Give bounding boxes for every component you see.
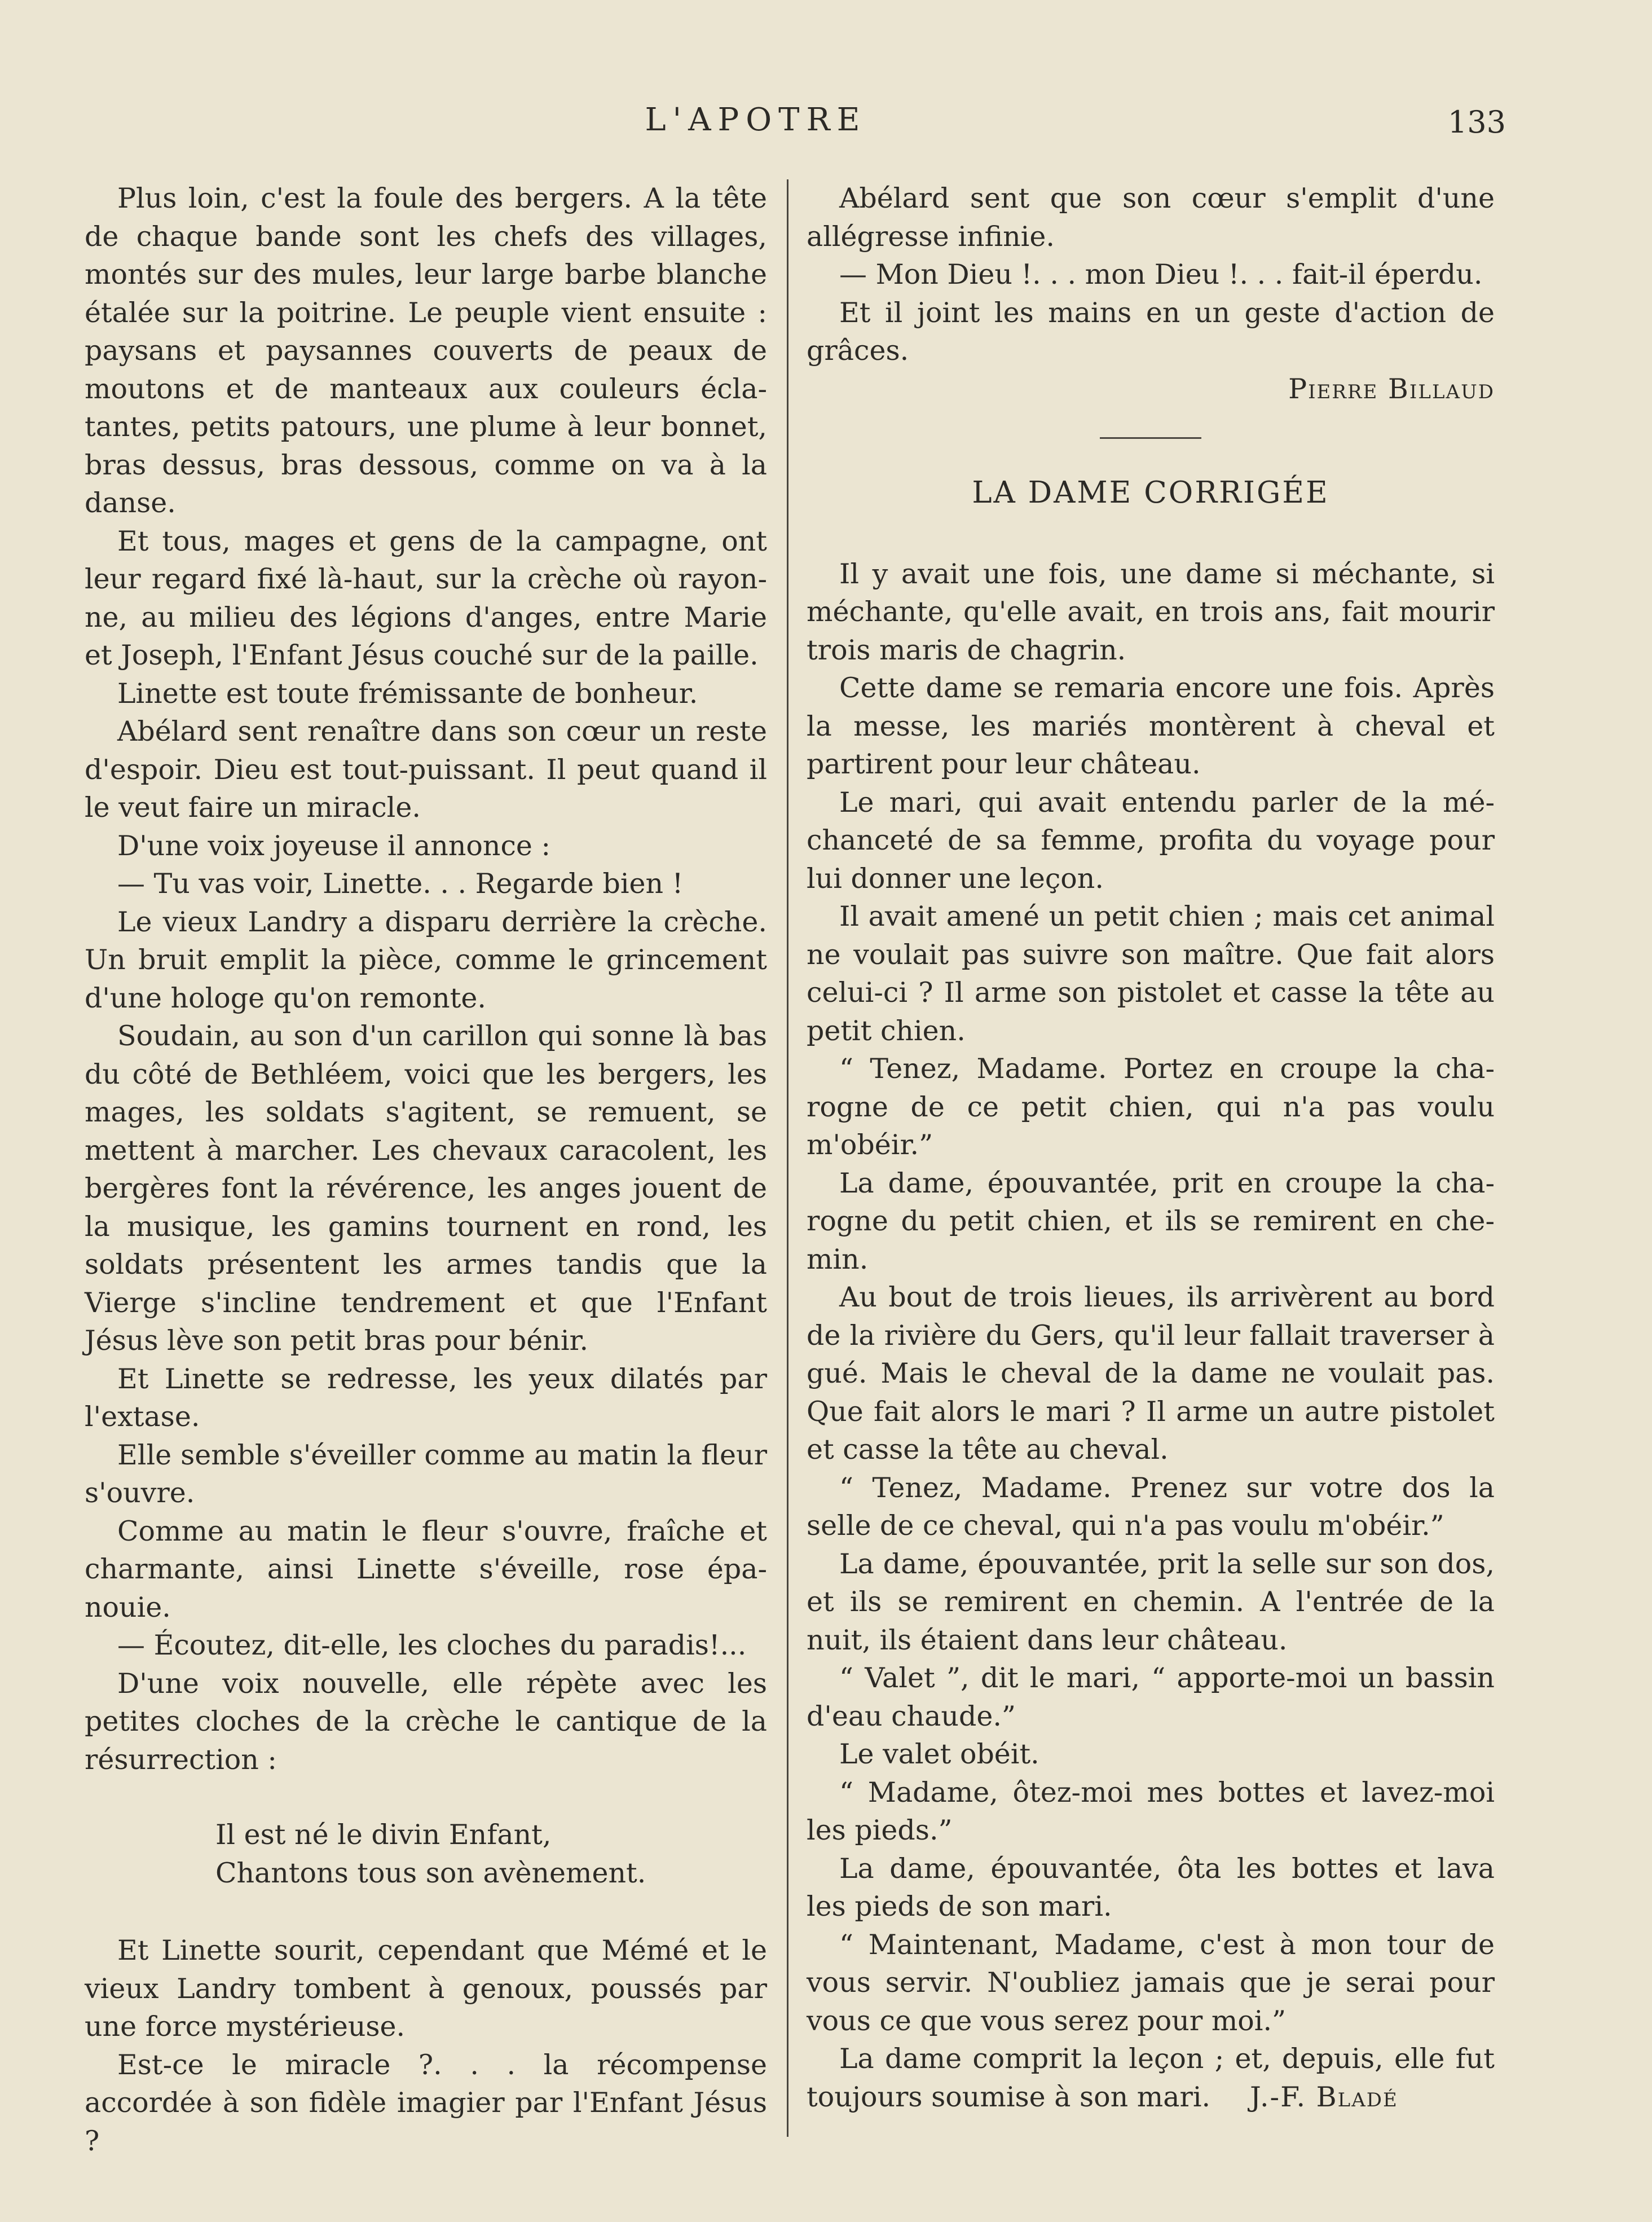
author-signature xyxy=(807,370,1495,408)
paragraph: La dame, épouvantée, prit en croupe la charogne du petit chien, et ils se remirent en chemin. xyxy=(807,1167,1495,1275)
page-number: 133 xyxy=(1447,104,1506,140)
paragraph: Abélard sent que son cœur s'emplit d'une allégresse infinie. xyxy=(807,182,1495,253)
paragraph: — Tu vas voir, Linette. . . Regarde bien ! xyxy=(117,868,684,900)
paragraph: La dame, épouvantée, prit la selle sur son dos, et ils se remirent en chemin. A l'entrée de la nuit, ils étaient dans leur château. xyxy=(807,1547,1495,1656)
paragraph-text: La dame comprit la leçon ; et, depuis, elle fut toujours soumise à son mari. xyxy=(807,2043,1495,2113)
paragraph: “ Madame, ôtez-moi mes bottes et lavez-moi les pieds.” xyxy=(807,1776,1495,1846)
paragraph: Le mari, qui avait entendu parler de la méchanceté de sa femme, profita du voyage pour lui donner une leçon. xyxy=(807,786,1495,895)
right-column xyxy=(807,179,1495,2116)
paragraph: Le valet obéit. xyxy=(839,1738,1039,1770)
final-paragraph xyxy=(807,2040,1495,2116)
paragraph: Cette dame se remaria encore une fois. Après la messe, les mariés montèrent à cheval et partirent pour leur château. xyxy=(807,672,1495,780)
paragraph: “ Tenez, Madame. Prenez sur votre dos la selle de ce cheval, qui n'a pas voulu m'obéir.” xyxy=(807,1471,1495,1542)
paragraph: Soudain, au son d'un carillon qui sonne là bas du côté de Bethléem, voici que les bergers, les mages, les soldats s'agitent, se remuent, se mettent à marcher. Les chevaux caracolent, les bergères font la révérence, les anges jouent de la musique, les gamins tournent en rond, les soldats présentent les armes tandis que la Vierge s'incline tendrement et que l'Enfant Jésus lève son petit bras pour bénir. xyxy=(85,1020,767,1357)
story-title: LA DAME CORRIGÉE xyxy=(972,476,1329,510)
paragraph: D'une voix joyeuse il annonce : xyxy=(117,829,550,862)
paragraph: Comme au matin le fleur s'ouvre, fraîche et charmante, ainsi Linette s'éveille, rose épanouie. xyxy=(85,1515,767,1623)
story-author: J.-F. Bladé xyxy=(1250,2080,1398,2113)
paragraph: — Écoutez, dit-elle, les cloches du paradis!... xyxy=(117,1629,747,1661)
author-name: Pierre Billaud xyxy=(1288,372,1495,405)
paragraph: Et Linette se redresse, les yeux dilatés par l'extase. xyxy=(85,1362,767,1433)
paragraph: D'une voix nouvelle, elle répète avec les petites cloches de la crèche le cantique de la résurrection : xyxy=(85,1667,767,1776)
paragraph: Abélard sent renaître dans son cœur un reste d'espoir. Dieu est tout-puissant. Il peut quand il le veut faire un miracle. xyxy=(85,715,767,824)
paragraph: “ Maintenant, Madame, c'est à mon tour de vous servir. N'oubliez jamais que je serai pour vous ce que vous serez pour moi.” xyxy=(807,1928,1495,2037)
paragraph: Il y avait une fois, une dame si méchante, si méchante, qu'elle avait, en trois ans, fait mourir trois maris de chagrin. xyxy=(807,557,1495,666)
verse-line: Il est né le divin Enfant, xyxy=(215,1819,552,1851)
paragraph: Au bout de trois lieues, ils arrivèrent au bord de la rivière du Gers, qu'il leur fallait traverser à gué. Mais le cheval de la dame ne voulait pas. Que fait alors le mari ? Il arme un autre pistolet et casse la tête au cheval. xyxy=(807,1281,1495,1466)
paragraph: La dame, épouvantée, ôta les bottes et lava les pieds de son mari. xyxy=(807,1852,1495,1922)
paragraph: Linette est toute frémissante de bonheur. xyxy=(117,677,698,710)
paragraph: Est-ce le miracle ?. . . la récompense accordée à son fidèle imagier par l'Enfant Jésus ? xyxy=(85,2048,767,2157)
paragraph: Il avait amené un petit chien ; mais cet animal ne voulait pas suivre son maître. Que fait alors celui-ci ? Il arme son pistolet et casse la tête au petit chien. xyxy=(807,900,1495,1047)
paragraph: “ Tenez, Madame. Portez en croupe la charogne de ce petit chien, qui n'a pas voulu m'obéir.” xyxy=(807,1053,1495,1161)
paragraph: Et tous, mages et gens de la campagne, ont leur regard fixé là-haut, sur la crèche où rayonne, au milieu des légions d'anges, entre Marie et Joseph, l'Enfant Jésus couché sur de la paille. xyxy=(85,525,767,671)
running-title: L'APOTRE xyxy=(645,102,867,138)
paragraph: Et il joint les mains en un geste d'action de grâces. xyxy=(807,296,1495,367)
paragraph: Le vieux Landry a disparu derrière la crèche. Un bruit emplit la pièce, comme le grincement d'une hologe qu'on remonte. xyxy=(85,905,767,1014)
left-column xyxy=(85,179,767,2160)
paragraph: “ Valet ”, dit le mari, “ apporte-moi un bassin d'eau chaude.” xyxy=(807,1662,1495,1732)
paragraph: Elle semble s'éveiller comme au matin la fleur s'ouvre. xyxy=(85,1438,767,1509)
paragraph: Plus loin, c'est la foule des bergers. A la tête de chaque bande sont les chefs des villages, montés sur des mules, leur large barbe blanche étalée sur la poitrine. Le peuple vient ensuite : paysans et paysannes couverts de peaux de moutons et de manteaux aux couleurs éclatantes, petits patours, une plume à leur bonnet, bras dessus, bras dessous, comme on va à la danse. xyxy=(85,182,767,519)
section-rule xyxy=(1100,437,1201,439)
paragraph: — Mon Dieu !. . . mon Dieu !. . . fait-il éperdu. xyxy=(839,258,1483,291)
verse-line: Chantons tous son avènement. xyxy=(215,1856,646,1889)
column-divider xyxy=(787,179,788,2137)
verse xyxy=(215,1816,767,1892)
paragraph: Et Linette sourit, cependant que Mémé et le vieux Landry tombent à genoux, poussés par une force mystérieuse. xyxy=(85,1934,767,2043)
